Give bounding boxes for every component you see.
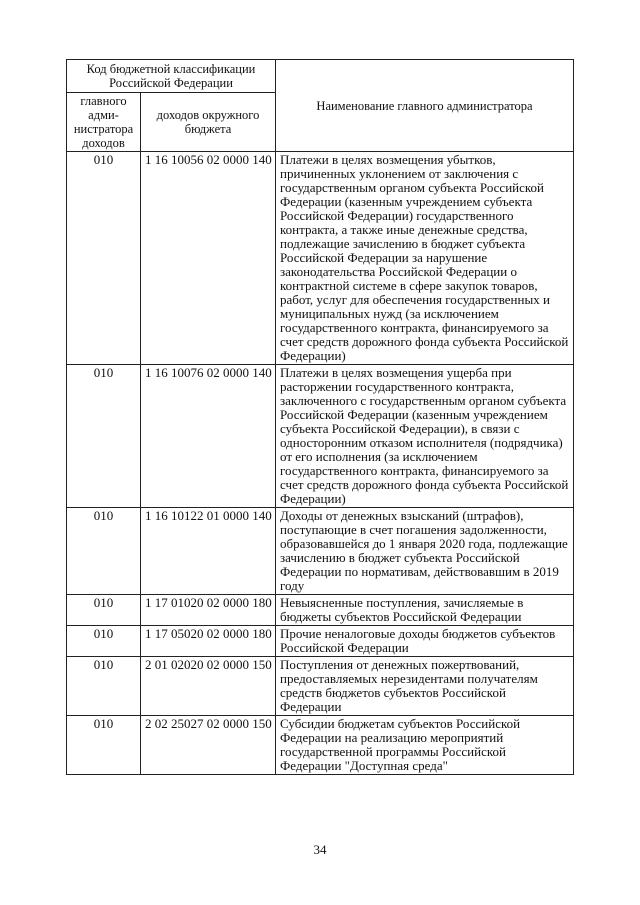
admin-code-cell: 010 xyxy=(67,657,141,716)
header-admin-cell: главного адми-нистратора доходов xyxy=(67,93,141,152)
description-cell: Прочие неналоговые доходы бюджетов субъектов Российской Федерации xyxy=(276,626,574,657)
header-income-cell: доходов окружного бюджета xyxy=(141,93,276,152)
income-code-cell: 1 17 05020 02 0000 180 xyxy=(141,626,276,657)
admin-code-cell: 010 xyxy=(67,626,141,657)
income-code-cell: 1 16 10122 01 0000 140 xyxy=(141,508,276,595)
table-row xyxy=(67,626,574,657)
admin-code-cell: 010 xyxy=(67,716,141,775)
table-row xyxy=(67,716,574,775)
admin-code-cell: 010 xyxy=(67,365,141,508)
admin-code-cell: 010 xyxy=(67,595,141,626)
income-code-cell: 1 16 10076 02 0000 140 xyxy=(141,365,276,508)
description-cell: Платежи в целях возмещения убытков, причиненных уклонением от заключения с государственным органом субъекта Российской Федерации (казенным учреждением субъекта Российской Федерации) государственного контракта, а также иные денежные средства, подлежащие зачислению в бюджет субъекта Российской Федерации за нарушение законодательства Российской Федерации о контрактной системе в сфере закупок товаров, работ, услуг для обеспечения государственных и муниципальных нужд (за исключением государственного контракта, финансируемого за счет средств дорожного фонда субъекта Российской Федерации) xyxy=(276,152,574,365)
description-cell: Субсидии бюджетам субъектов Российской Федерации на реализацию мероприятий государственной программы Российской Федерации "Доступная среда" xyxy=(276,716,574,775)
income-code-cell: 1 17 01020 02 0000 180 xyxy=(141,595,276,626)
header-group-cell: Код бюджетной классификации Российской Федерации xyxy=(67,60,276,93)
description-cell: Поступления от денежных пожертвований, предоставляемых нерезидентами получателям средств бюджетов субъектов Российской Федерации xyxy=(276,657,574,716)
income-code-cell: 2 01 02020 02 0000 150 xyxy=(141,657,276,716)
page-number: 34 xyxy=(313,842,327,857)
budget-classification-table xyxy=(66,59,574,775)
admin-code-cell: 010 xyxy=(67,152,141,365)
table-row xyxy=(67,657,574,716)
header-name-cell: Наименование главного администратора xyxy=(276,60,574,152)
table-row xyxy=(67,508,574,595)
income-code-cell: 1 16 10056 02 0000 140 xyxy=(141,152,276,365)
table-row xyxy=(67,152,574,365)
description-cell: Невыясненные поступления, зачисляемые в бюджеты субъектов Российской Федерации xyxy=(276,595,574,626)
table-row xyxy=(67,365,574,508)
table-row xyxy=(67,595,574,626)
description-cell: Платежи в целях возмещения ущерба при расторжении государственного контракта, заключенного с государственным органом субъекта Российской Федерации (казенным учреждением субъекта Российской Федерации), в связи с односторонним отказом исполнителя (подрядчика) от его исполнения (за исключением государственного контракта, финансируемого за счет средств дорожного фонда субъекта Российской Федерации) xyxy=(276,365,574,508)
description-cell: Доходы от денежных взысканий (штрафов), поступающие в счет погашения задолженности, образовавшейся до 1 января 2020 года, подлежащие зачислению в бюджет субъекта Российской Федерации по нормативам, действовавшим в 2019 году xyxy=(276,508,574,595)
admin-code-cell: 010 xyxy=(67,508,141,595)
header-row-group xyxy=(67,60,574,93)
income-code-cell: 2 02 25027 02 0000 150 xyxy=(141,716,276,775)
